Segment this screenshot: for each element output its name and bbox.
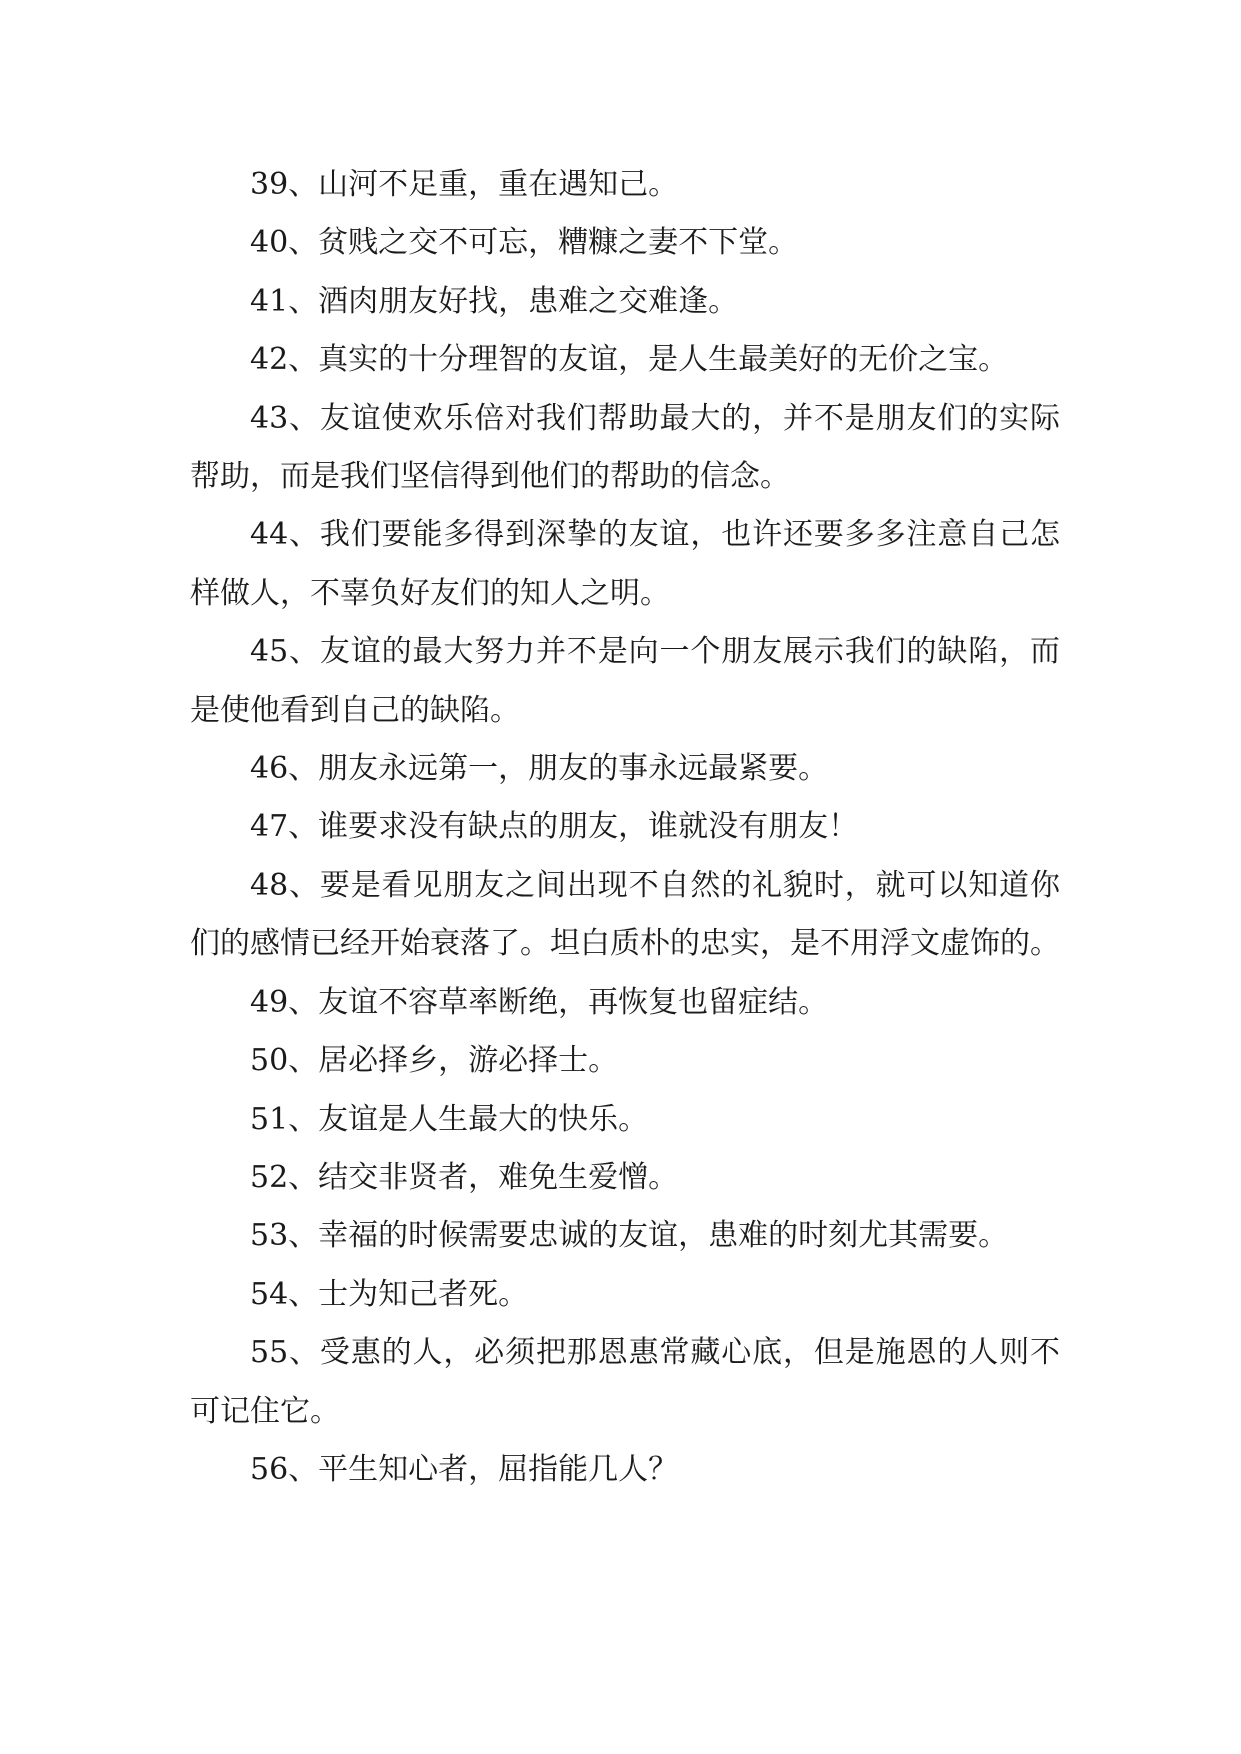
quote-paragraph-56: 56、平生知心者，屈指能几人？ (250, 1451, 679, 1487)
quote-paragraph-48: 48、要是看见朋友之间出现不自然的礼貌时，就可以知道你们的感情已经开始衰落了。坦白质朴的忠实，是不用浮文虚饰的。 (190, 867, 1060, 962)
quote-paragraph-53: 53、幸福的时候需要忠诚的友谊，患难的时刻尤其需要。 (250, 1218, 1009, 1254)
quote-paragraph-42: 42、真实的十分理智的友谊，是人生最美好的无价之宝。 (250, 342, 1009, 378)
quote-paragraph-39: 39、山河不足重，重在遇知己。 (250, 167, 679, 202)
quote-paragraph-55: 55、受惠的人，必须把那恩惠常藏心底，但是施恩的人则不可记住它。 (190, 1335, 1060, 1429)
quote-paragraph-54: 54、士为知己者死。 (250, 1276, 529, 1312)
document-body (190, 156, 1060, 1499)
quote-paragraph-50: 50、居必择乡，游必择士。 (250, 1043, 619, 1079)
quote-paragraph-45: 45、友谊的最大努力并不是向一个朋友展示我们的缺陷，而是使他看到自己的缺陷。 (190, 634, 1060, 728)
quote-paragraph-49: 49、友谊不容草率断绝，再恢复也留症结。 (250, 984, 829, 1020)
quote-paragraph-44: 44、我们要能多得到深挚的友谊，也许还要多多注意自己怎样做人，不辜负好友们的知人之明。 (190, 517, 1060, 611)
quote-paragraph-43: 43、友谊使欢乐倍对我们帮助最大的，并不是朋友们的实际帮助，而是我们坚信得到他们的帮助的信念。 (190, 400, 1060, 495)
quote-paragraph-40: 40、贫贱之交不可忘，糟糠之妻不下堂。 (250, 225, 799, 261)
quote-paragraph-51: 51、友谊是人生最大的快乐。 (250, 1101, 649, 1137)
quote-paragraph-46: 46、朋友永远第一，朋友的事永远最紧要。 (250, 751, 829, 787)
quote-paragraph-41: 41、酒肉朋友好找，患难之交难逢。 (250, 283, 739, 319)
quote-paragraph-47: 47、谁要求没有缺点的朋友，谁就没有朋友！ (250, 809, 859, 845)
quote-paragraph-52: 52、结交非贤者，难免生爱憎。 (250, 1159, 679, 1195)
